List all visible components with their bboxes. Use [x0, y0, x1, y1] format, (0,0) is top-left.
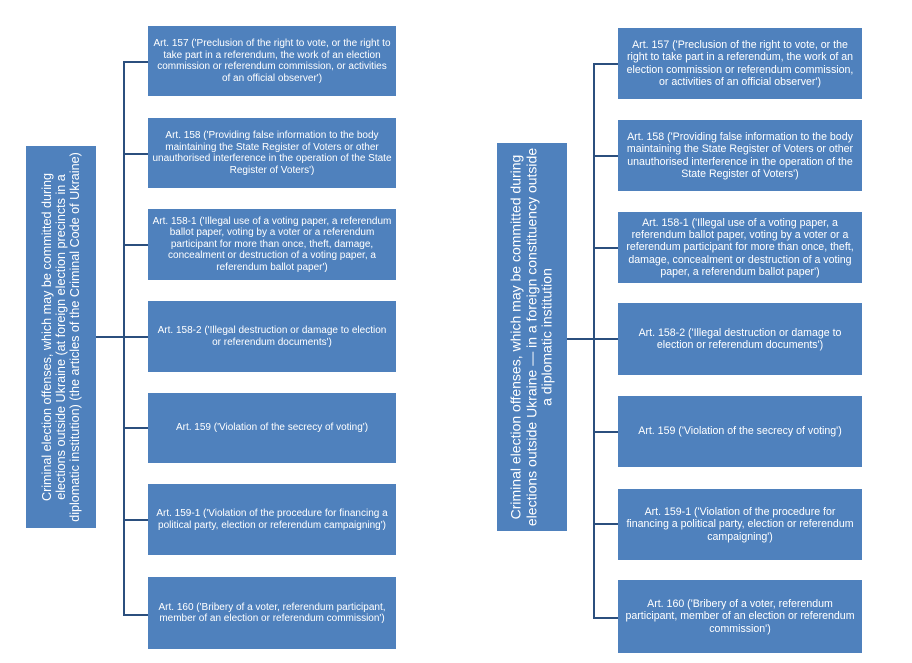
right-article-160-box: Art. 160 ('Bribery of a voter, referendum participant, member of an election or referendum commission') — [618, 580, 862, 653]
left-root-label: Criminal election offenses, which may be committed during elections outside Ukraine (at foreign election precincts in a diplomatic institution) (the articles of the Criminal Code of Ukraine) — [39, 152, 83, 522]
right-branch-connector — [594, 338, 618, 340]
left-article-159-1-box: Art. 159-1 ('Violation of the procedure for financing a political party, election or referendum campaigning') — [148, 484, 396, 555]
right-branch-connector — [594, 155, 618, 157]
left-article-160-box: Art. 160 ('Bribery of a voter, referendum participant, member of an election or referendum commission') — [148, 577, 396, 649]
right-branch-connector — [594, 247, 618, 249]
right-root-box — [497, 143, 567, 531]
right-branch-connector — [594, 431, 618, 433]
right-root-label: Criminal election offenses, which may be committed during elections outside Ukraine — in a foreign constituency outside a diplomatic institution — [507, 147, 555, 527]
right-article-159-1-box: Art. 159-1 ('Violation of the procedure for financing a political party, election or referendum campaigning') — [618, 489, 862, 560]
right-article-159-box: Art. 159 ('Violation of the secrecy of voting') — [618, 396, 862, 467]
left-article-158-1-box: Art. 158-1 ('Illegal use of a voting paper, a referendum ballot paper, voting by a voter or a referendum participant for more than once, theft, damage, concealment or destruction of a voting paper, a referendum ballot paper') — [148, 209, 396, 280]
left-article-159-box: Art. 159 ('Violation of the secrecy of voting') — [148, 393, 396, 463]
right-article-157-box: Art. 157 ('Preclusion of the right to vote, or the right to take part in a referendum, the work of an election commission or referendum commission, or activities of an official observer') — [618, 28, 862, 99]
right-branch-connector — [594, 63, 618, 65]
left-article-158-2-box: Art. 158-2 ('Illegal destruction or damage to election or referendum documents') — [148, 301, 396, 372]
right-article-158-2-box: Art. 158-2 ('Illegal destruction or damage to election or referendum documents') — [618, 303, 862, 375]
right-article-158-box: Art. 158 ('Providing false information to the body maintaining the State Register of Voters or other unauthorised interference in the operation of the State Register of Voters') — [618, 120, 862, 191]
left-article-158-box: Art. 158 ('Providing false information to the body maintaining the State Register of Voters or other unauthorised interference in the operation of the State Register of Voters') — [148, 118, 396, 188]
right-vertical-trunk — [593, 63, 595, 619]
right-branch-connector — [594, 523, 618, 525]
right-root-connector — [567, 338, 594, 340]
right-article-158-1-box: Art. 158-1 ('Illegal use of a voting paper, a referendum ballot paper, voting by a voter or a referendum participant for more than once, theft, damage, concealment or destruction of a voting paper, a referendum ballot paper') — [618, 212, 862, 283]
right-branch-connector — [594, 617, 618, 619]
left-article-157-box: Art. 157 ('Preclusion of the right to vote, or the right to take part in a referendum, the work of an election commission or referendum commission, or activities of an official observer') — [148, 26, 396, 96]
